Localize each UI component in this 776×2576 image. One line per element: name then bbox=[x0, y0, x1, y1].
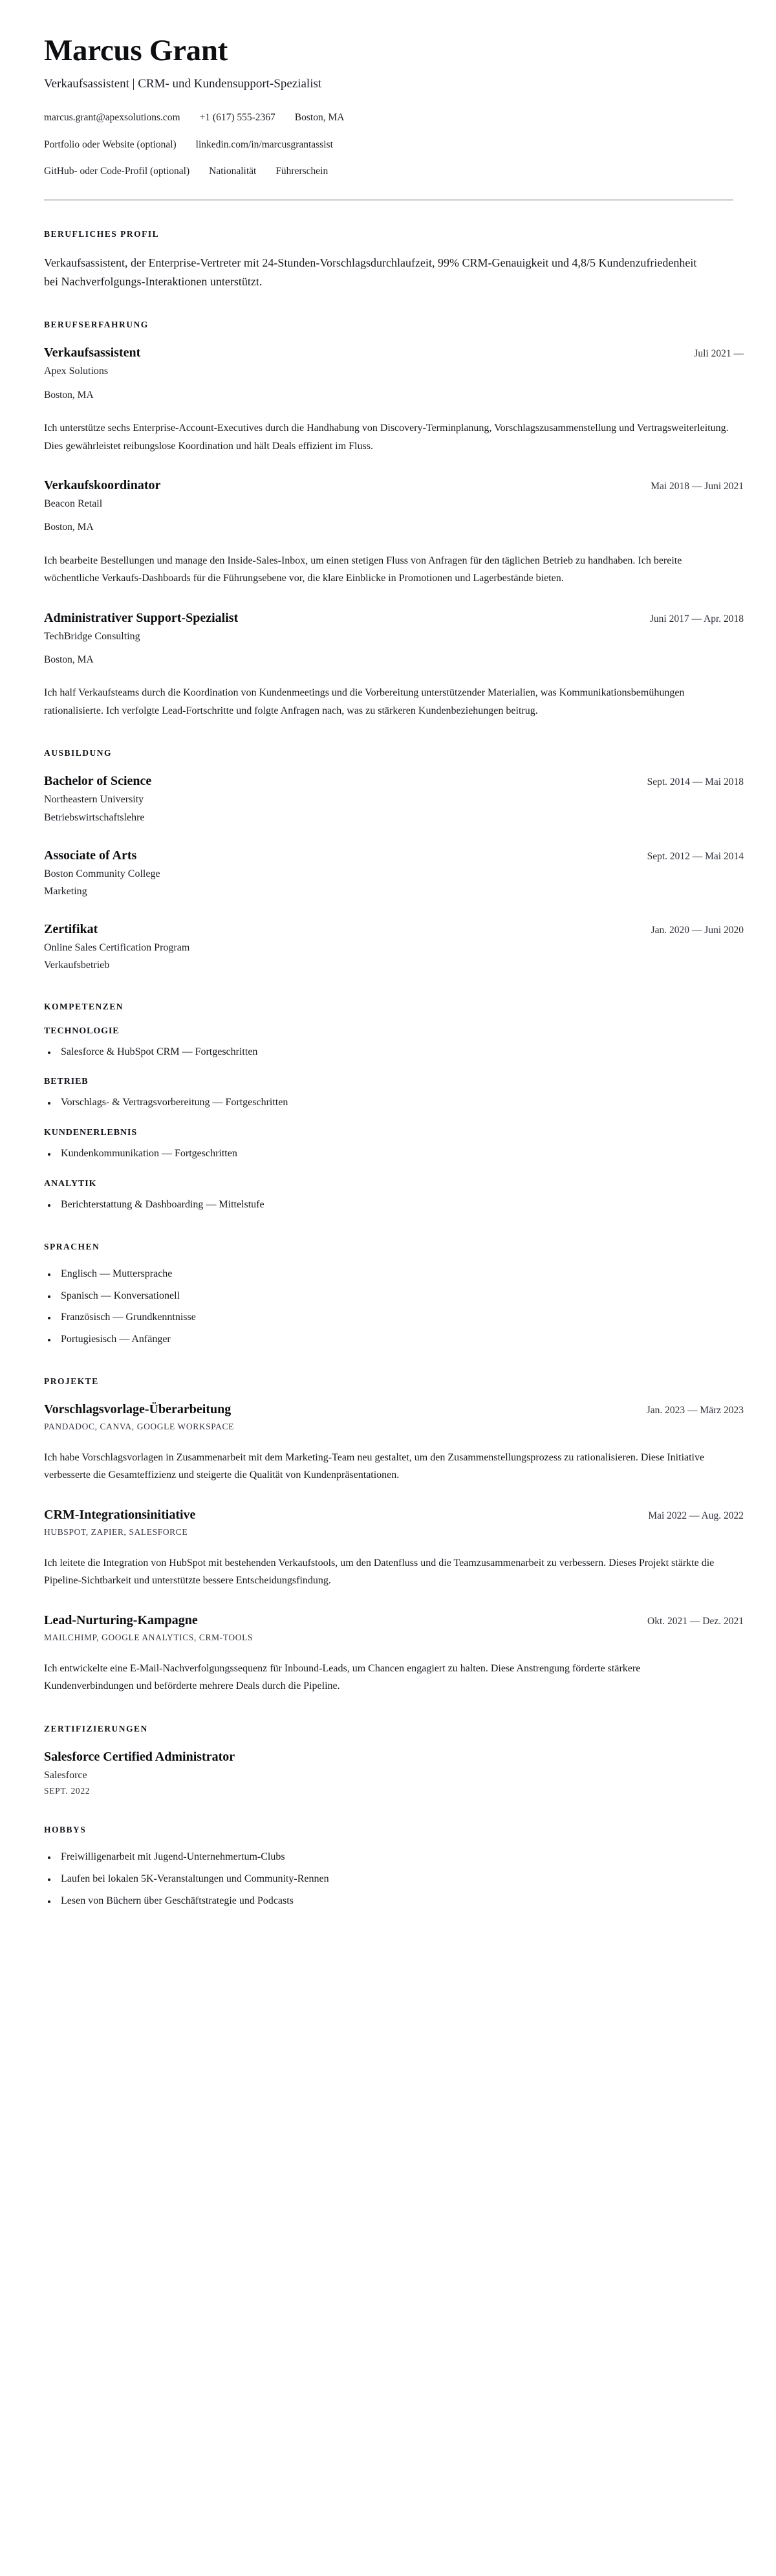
skill-item: Kundenkommunikation — Fortgeschritten bbox=[44, 1146, 744, 1162]
candidate-name: Marcus Grant bbox=[44, 34, 228, 67]
project-entry-head bbox=[44, 1506, 744, 1523]
education-degree: Zertifikat bbox=[44, 922, 98, 937]
skill-group-title: KUNDENERLEBNIS bbox=[44, 1128, 138, 1138]
experience-entry bbox=[44, 344, 744, 455]
contact-drivers-license: Führerschein bbox=[275, 165, 329, 177]
experience-entry bbox=[44, 477, 744, 588]
experience-date: Juli 2021 — bbox=[694, 348, 744, 360]
project-date: Mai 2022 — Aug. 2022 bbox=[648, 1510, 744, 1521]
education-entry bbox=[44, 921, 744, 973]
skill-list bbox=[44, 1197, 744, 1213]
education-school: Online Sales Certification Program bbox=[44, 942, 190, 954]
project-name: Lead-Nurturing-Kampagne bbox=[44, 1613, 198, 1627]
education-field: Betriebswirtschaftslehre bbox=[44, 811, 145, 823]
section-title-experience: BERUFSERFAHRUNG bbox=[44, 320, 149, 330]
skill-list bbox=[44, 1095, 744, 1111]
contact-nationality: Nationalität bbox=[209, 165, 257, 177]
skill-list bbox=[44, 1044, 744, 1061]
contact-github[interactable]: GitHub- oder Code-Profil (optional) bbox=[44, 165, 190, 177]
experience-location: Boston, MA bbox=[44, 389, 94, 401]
skill-group-analytik bbox=[44, 1179, 744, 1213]
education-degree: Associate of Arts bbox=[44, 848, 137, 863]
education-date: Sept. 2014 — Mai 2018 bbox=[647, 776, 744, 788]
experience-description: Ich unterstütze sechs Enterprise-Account-Executives durch die Handhabung von Discovery-Terminplanung, Vorschlagszusammenstellung und Vertragsweiterleitung. Dies gewährleistet reibungslose Koordination und hält Deals effizient im Fluss. bbox=[44, 422, 729, 452]
project-date: Jan. 2023 — März 2023 bbox=[646, 1404, 744, 1416]
section-title-projects: PROJEKTE bbox=[44, 1376, 99, 1386]
section-profile bbox=[44, 229, 744, 291]
contact-phone[interactable]: +1 (617) 555-2367 bbox=[199, 112, 275, 124]
contact-row-primary bbox=[44, 110, 744, 125]
education-date: Jan. 2020 — Juni 2020 bbox=[651, 925, 744, 936]
skill-item: Vorschlags- & Vertragsvorbereitung — Fortgeschritten bbox=[44, 1095, 744, 1111]
project-entry bbox=[44, 1401, 744, 1484]
section-title-education: AUSBILDUNG bbox=[44, 748, 113, 758]
skill-item: Berichterstattung & Dashboarding — Mittelstufe bbox=[44, 1197, 744, 1213]
section-skills bbox=[44, 1002, 744, 1213]
experience-company: Beacon Retail bbox=[44, 498, 103, 510]
education-field: Marketing bbox=[44, 885, 87, 897]
hobby-item: Laufen bei lokalen 5K-Veranstaltungen und Community-Rennen bbox=[44, 1871, 744, 1888]
education-entry-head bbox=[44, 773, 744, 789]
language-item: Portugiesisch — Anfänger bbox=[44, 1332, 744, 1348]
education-date: Sept. 2012 — Mai 2014 bbox=[647, 850, 744, 862]
project-entry-head bbox=[44, 1612, 744, 1629]
experience-entry-head bbox=[44, 477, 744, 494]
experience-role: Administrativer Support-Spezialist bbox=[44, 610, 239, 625]
skill-group-title: TECHNOLOGIE bbox=[44, 1026, 120, 1036]
education-entry-head bbox=[44, 847, 744, 864]
education-field: Verkaufsbetrieb bbox=[44, 960, 110, 971]
skill-group-kundenerlebnis bbox=[44, 1128, 744, 1162]
section-education bbox=[44, 748, 744, 973]
project-tools: MAILCHIMP, GOOGLE ANALYTICS, CRM-TOOLS bbox=[44, 1632, 253, 1642]
section-projects bbox=[44, 1376, 744, 1695]
certification-entry bbox=[44, 1748, 744, 1796]
section-title-languages: SPRACHEN bbox=[44, 1241, 100, 1251]
profile-summary-text: Verkaufsassistent, der Enterprise-Vertreter mit 24-Stunden-Vorschlagsdurchlaufzeit, 99% CRM-Genauigkeit und 4,8/5 Kundenzufriedenheit bei Nachverfolgungs-Interaktionen unterstützt. bbox=[44, 256, 697, 289]
skill-group-betrieb bbox=[44, 1077, 744, 1111]
skill-list bbox=[44, 1146, 744, 1162]
experience-company: TechBridge Consulting bbox=[44, 630, 140, 642]
experience-location: Boston, MA bbox=[44, 522, 94, 533]
project-name: Vorschlagsvorlage-Überarbeitung bbox=[44, 1402, 232, 1416]
project-description: Ich habe Vorschlagsvorlagen in Zusammenarbeit mit dem Marketing-Team neu gestaltet, um den Zusammenstellungsprozess zu rationalisieren. Diese Initiative verbesserte die Gesamteffizienz und steigerte die Qualität von Kundenpräsentationen. bbox=[44, 1451, 705, 1481]
education-entry bbox=[44, 847, 744, 899]
hobby-item: Lesen von Büchern über Geschäftstrategie und Podcasts bbox=[44, 1893, 744, 1910]
skill-item: Salesforce & HubSpot CRM — Fortgeschritten bbox=[44, 1044, 744, 1061]
education-school: Northeastern University bbox=[44, 794, 144, 806]
project-entry bbox=[44, 1612, 744, 1695]
education-entry-head bbox=[44, 921, 744, 938]
section-hobbies bbox=[44, 1825, 744, 1909]
contact-location: Boston, MA bbox=[294, 112, 345, 124]
experience-company: Apex Solutions bbox=[44, 366, 109, 377]
project-entry-head bbox=[44, 1401, 744, 1418]
certification-date: SEPT. 2022 bbox=[44, 1786, 91, 1796]
project-tools: HUBSPOT, ZAPIER, SALESFORCE bbox=[44, 1526, 188, 1537]
resume-header bbox=[44, 34, 744, 179]
section-title-certifications: ZERTIFIZIERUNGEN bbox=[44, 1723, 148, 1734]
experience-description: Ich half Verkaufsteams durch die Koordination von Kundenmeetings und die Vorbereitung unterstützender Materialien, was Kommunikationsbemühungen rationalisierte. Ich verfolgte Lead-Fortschritte und folgte Anfragen nach, was zu stärkeren Kundenbeziehungen beitrug. bbox=[44, 687, 685, 716]
section-title-skills: KOMPETENZEN bbox=[44, 1001, 124, 1011]
experience-entry bbox=[44, 610, 744, 720]
language-item: Spanisch — Konversationell bbox=[44, 1288, 744, 1305]
contact-portfolio[interactable]: Portfolio oder Website (optional) bbox=[44, 138, 177, 150]
project-description: Ich leitete die Integration von HubSpot mit bestehenden Verkaufstools, um den Datenfluss und die Teamzusammenarbeit zu verbessern. Dieses Projekt stärkte die Pipeline-Sichtbarkeit und unterstützte bessere Entscheidungsfindung. bbox=[44, 1557, 715, 1587]
experience-role: Verkaufskoordinator bbox=[44, 478, 161, 493]
language-item: Französisch — Grundkenntnisse bbox=[44, 1310, 744, 1326]
project-description: Ich entwickelte eine E-Mail-Nachverfolgungssequenz für Inbound-Leads, um Chancen engagiert zu halten. Diese Anstrengung förderte stärkere Kundenverbindungen und beförderte mehrere Deals durch die Pipeline. bbox=[44, 1662, 641, 1692]
skill-group-title: ANALYTIK bbox=[44, 1178, 97, 1189]
header-divider bbox=[44, 199, 733, 201]
hobby-item: Freiwilligenarbeit mit Jugend-Unternehmertum-Clubs bbox=[44, 1849, 744, 1866]
language-item: Englisch — Muttersprache bbox=[44, 1266, 744, 1282]
section-experience bbox=[44, 320, 744, 720]
section-title-profile: BERUFLICHES PROFIL bbox=[44, 229, 160, 239]
section-title-hobbies: HOBBYS bbox=[44, 1825, 87, 1835]
experience-role: Verkaufsassistent bbox=[44, 346, 141, 360]
skill-group-technologie bbox=[44, 1026, 744, 1061]
contact-row-extra bbox=[44, 164, 744, 179]
education-school: Boston Community College bbox=[44, 868, 160, 879]
project-entry bbox=[44, 1506, 744, 1590]
language-list bbox=[44, 1266, 744, 1348]
experience-entry-head bbox=[44, 610, 744, 626]
candidate-headline: Verkaufsassistent | CRM- und Kundensupport-Spezialist bbox=[44, 76, 322, 91]
project-tools: PANDADOC, CANVA, GOOGLE WORKSPACE bbox=[44, 1421, 234, 1431]
certification-name: Salesforce Certified Administrator bbox=[44, 1749, 235, 1764]
project-name: CRM-Integrationsinitiative bbox=[44, 1507, 196, 1522]
experience-date: Mai 2018 — Juni 2021 bbox=[651, 481, 744, 492]
contact-linkedin[interactable]: linkedin.com/in/marcusgrantassist bbox=[195, 138, 333, 150]
experience-date: Juni 2017 — Apr. 2018 bbox=[649, 613, 744, 624]
certification-issuer: Salesforce bbox=[44, 1769, 87, 1781]
contact-email[interactable]: marcus.grant@apexsolutions.com bbox=[44, 112, 180, 124]
contact-row-links bbox=[44, 137, 744, 152]
skill-group-title: BETRIEB bbox=[44, 1077, 89, 1087]
experience-entry-head bbox=[44, 344, 744, 361]
section-certifications bbox=[44, 1724, 744, 1796]
hobby-list bbox=[44, 1849, 744, 1909]
section-languages bbox=[44, 1242, 744, 1348]
education-entry bbox=[44, 773, 744, 824]
experience-description: Ich bearbeite Bestellungen und manage den Inside-Sales-Inbox, um einen stetigen Fluss von Anfragen für den täglichen Betrieb zu handhaben. Ich bereite wöchentliche Verkaufs-Dashboards für die Führungsebene vor, die klare Einblicke in Promotionen und Lagerbestände bieten. bbox=[44, 555, 682, 584]
project-date: Okt. 2021 — Dez. 2021 bbox=[647, 1615, 744, 1627]
education-degree: Bachelor of Science bbox=[44, 774, 152, 789]
experience-location: Boston, MA bbox=[44, 654, 94, 665]
